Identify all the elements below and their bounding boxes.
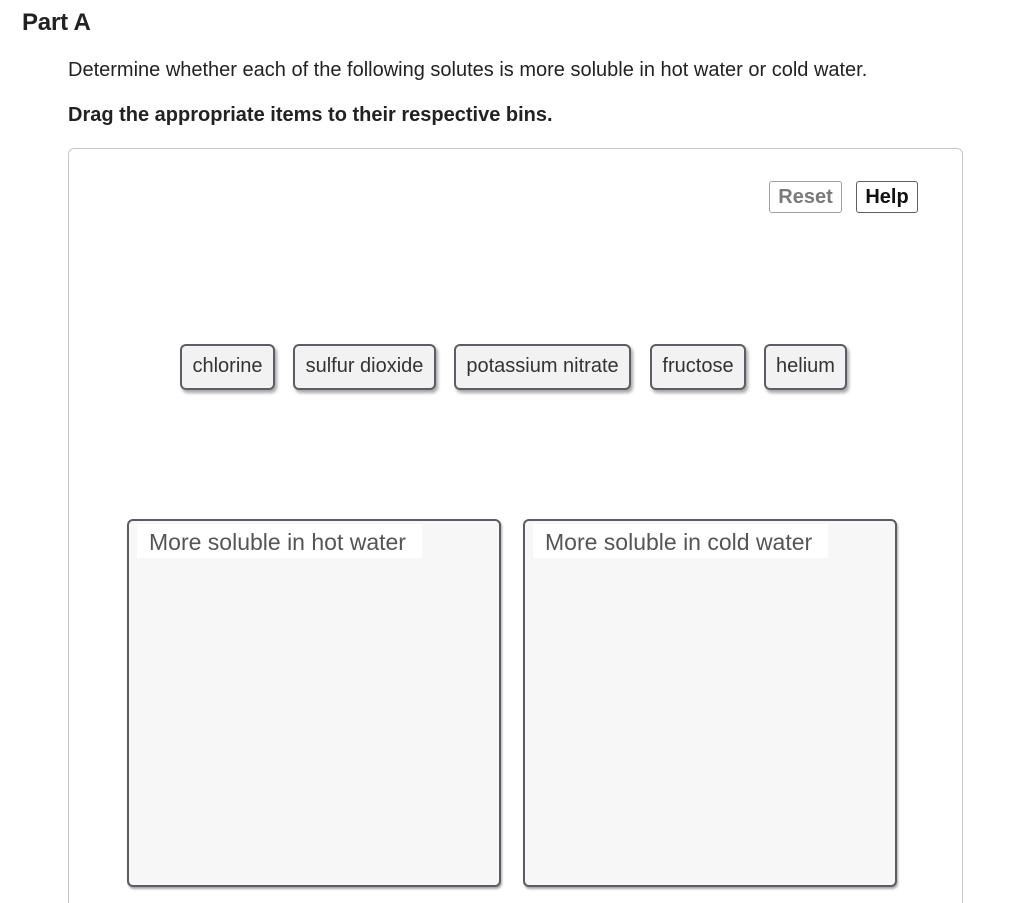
drop-bin-cold-water[interactable]: [523, 519, 897, 887]
draggable-item-sulfur-dioxide[interactable]: sulfur dioxide: [293, 344, 436, 390]
draggable-item-chlorine[interactable]: chlorine: [180, 344, 275, 390]
help-button[interactable]: Help: [856, 181, 918, 213]
draggable-item-fructose[interactable]: fructose: [650, 344, 746, 390]
question-directive: Drag the appropriate items to their respective bins.: [68, 104, 553, 126]
drop-bin-hot-water[interactable]: [127, 519, 501, 887]
question-instruction: Determine whether each of the following solutes is more soluble in hot water or cold water.: [68, 59, 868, 81]
part-title: Part A: [22, 9, 91, 36]
draggable-item-potassium-nitrate[interactable]: potassium nitrate: [454, 344, 631, 390]
drag-drop-workspace: [68, 148, 963, 903]
draggable-item-helium[interactable]: helium: [764, 344, 847, 390]
reset-button[interactable]: Reset: [769, 181, 842, 213]
bin-label-hot-water: More soluble in hot water: [137, 524, 422, 558]
bin-label-cold-water: More soluble in cold water: [533, 524, 828, 558]
